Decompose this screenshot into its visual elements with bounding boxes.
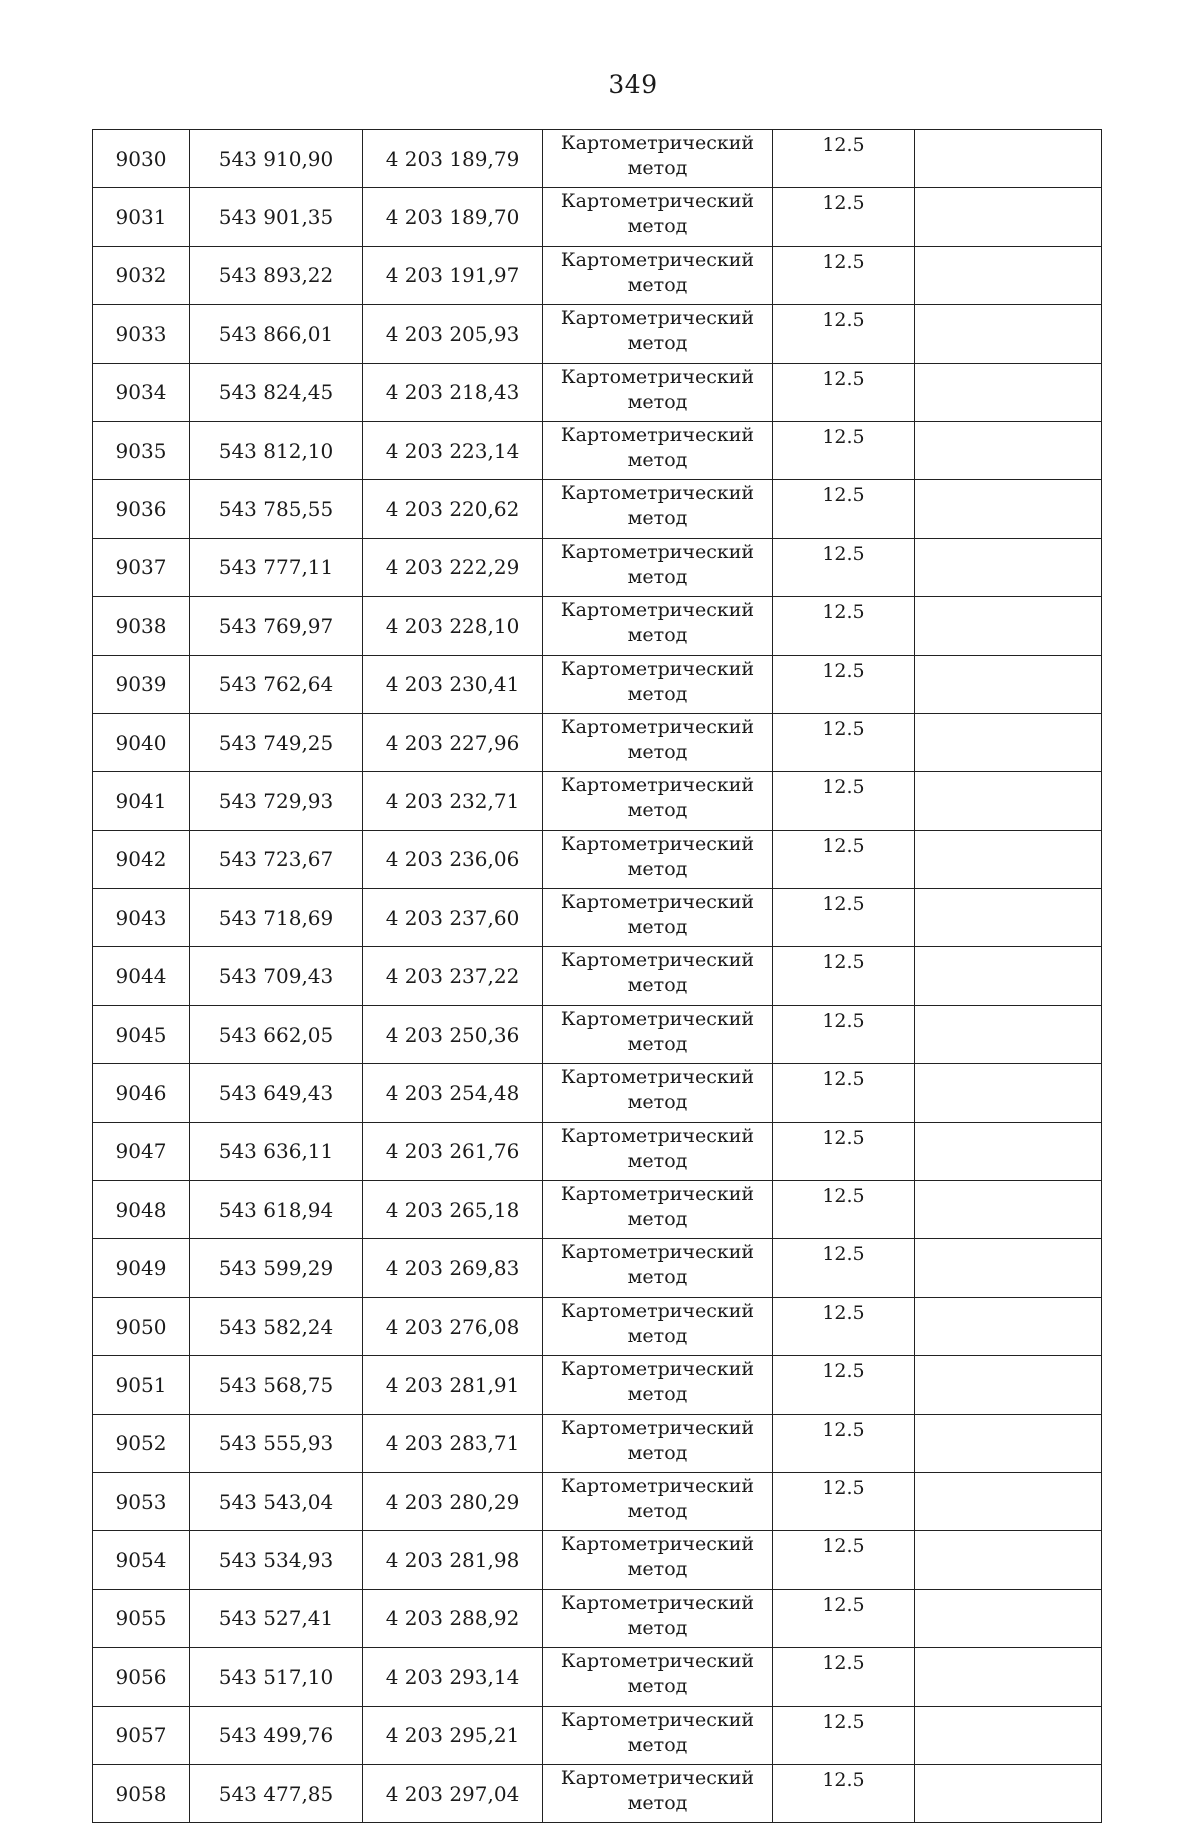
x-coordinate-cell: 543 718,69 [190, 889, 363, 947]
accuracy-cell: 12.5 [773, 1005, 915, 1063]
method-cell: Картометрический метод [543, 1589, 773, 1647]
table-row [93, 655, 1102, 713]
note-cell [915, 1005, 1102, 1063]
table-row [93, 1472, 1102, 1530]
y-coordinate-cell: 4 203 269,83 [363, 1239, 543, 1297]
y-coordinate-cell: 4 203 237,22 [363, 947, 543, 1005]
point-number-cell: 9045 [93, 1005, 190, 1063]
note-cell [915, 421, 1102, 479]
y-coordinate-cell: 4 203 254,48 [363, 1064, 543, 1122]
method-cell: Картометрический метод [543, 830, 773, 888]
table-row [93, 1239, 1102, 1297]
accuracy-cell: 12.5 [773, 188, 915, 246]
note-cell [915, 1589, 1102, 1647]
accuracy-cell: 12.5 [773, 1356, 915, 1414]
note-cell [915, 1297, 1102, 1355]
x-coordinate-cell: 543 910,90 [190, 130, 363, 188]
accuracy-cell: 12.5 [773, 1764, 915, 1822]
accuracy-cell: 12.5 [773, 421, 915, 479]
method-cell: Картометрический метод [543, 947, 773, 1005]
x-coordinate-cell: 543 555,93 [190, 1414, 363, 1472]
note-cell [915, 830, 1102, 888]
y-coordinate-cell: 4 203 189,79 [363, 130, 543, 188]
note-cell [915, 188, 1102, 246]
method-cell: Картометрический метод [543, 1239, 773, 1297]
table-row [93, 188, 1102, 246]
accuracy-cell: 12.5 [773, 130, 915, 188]
x-coordinate-cell: 543 709,43 [190, 947, 363, 1005]
point-number-cell: 9041 [93, 772, 190, 830]
y-coordinate-cell: 4 203 228,10 [363, 597, 543, 655]
x-coordinate-cell: 543 901,35 [190, 188, 363, 246]
table-row [93, 1122, 1102, 1180]
method-cell: Картометрический метод [543, 421, 773, 479]
table-row [93, 1414, 1102, 1472]
accuracy-cell: 12.5 [773, 655, 915, 713]
x-coordinate-cell: 543 777,11 [190, 538, 363, 596]
method-cell: Картометрический метод [543, 538, 773, 596]
point-number-cell: 9053 [93, 1472, 190, 1530]
table-row [93, 1589, 1102, 1647]
y-coordinate-cell: 4 203 205,93 [363, 305, 543, 363]
accuracy-cell: 12.5 [773, 889, 915, 947]
method-cell: Картометрический метод [543, 597, 773, 655]
point-number-cell: 9035 [93, 421, 190, 479]
note-cell [915, 1064, 1102, 1122]
note-cell [915, 597, 1102, 655]
point-number-cell: 9058 [93, 1764, 190, 1822]
y-coordinate-cell: 4 203 236,06 [363, 830, 543, 888]
x-coordinate-cell: 543 543,04 [190, 1472, 363, 1530]
note-cell [915, 1356, 1102, 1414]
point-number-cell: 9037 [93, 538, 190, 596]
y-coordinate-cell: 4 203 250,36 [363, 1005, 543, 1063]
table-row [93, 1531, 1102, 1589]
method-cell: Картометрический метод [543, 1764, 773, 1822]
y-coordinate-cell: 4 203 297,04 [363, 1764, 543, 1822]
y-coordinate-cell: 4 203 232,71 [363, 772, 543, 830]
x-coordinate-cell: 543 893,22 [190, 246, 363, 304]
note-cell [915, 1239, 1102, 1297]
accuracy-cell: 12.5 [773, 1414, 915, 1472]
x-coordinate-cell: 543 477,85 [190, 1764, 363, 1822]
x-coordinate-cell: 543 866,01 [190, 305, 363, 363]
method-cell: Картометрический метод [543, 305, 773, 363]
x-coordinate-cell: 543 599,29 [190, 1239, 363, 1297]
method-cell: Картометрический метод [543, 1181, 773, 1239]
point-number-cell: 9050 [93, 1297, 190, 1355]
point-number-cell: 9054 [93, 1531, 190, 1589]
point-number-cell: 9031 [93, 188, 190, 246]
method-cell: Картометрический метод [543, 1414, 773, 1472]
note-cell [915, 1648, 1102, 1706]
point-number-cell: 9051 [93, 1356, 190, 1414]
note-cell [915, 1414, 1102, 1472]
point-number-cell: 9042 [93, 830, 190, 888]
method-cell: Картометрический метод [543, 713, 773, 771]
y-coordinate-cell: 4 203 218,43 [363, 363, 543, 421]
point-number-cell: 9034 [93, 363, 190, 421]
point-number-cell: 9043 [93, 889, 190, 947]
y-coordinate-cell: 4 203 189,70 [363, 188, 543, 246]
note-cell [915, 655, 1102, 713]
method-cell: Картометрический метод [543, 889, 773, 947]
accuracy-cell: 12.5 [773, 597, 915, 655]
accuracy-cell: 12.5 [773, 1297, 915, 1355]
point-number-cell: 9049 [93, 1239, 190, 1297]
point-number-cell: 9033 [93, 305, 190, 363]
x-coordinate-cell: 543 636,11 [190, 1122, 363, 1180]
table-row [93, 538, 1102, 596]
table-row [93, 830, 1102, 888]
accuracy-cell: 12.5 [773, 1706, 915, 1764]
method-cell: Картометрический метод [543, 188, 773, 246]
method-cell: Картометрический метод [543, 1122, 773, 1180]
y-coordinate-cell: 4 203 237,60 [363, 889, 543, 947]
x-coordinate-cell: 543 812,10 [190, 421, 363, 479]
table-row [93, 947, 1102, 1005]
method-cell: Картометрический метод [543, 480, 773, 538]
x-coordinate-cell: 543 568,75 [190, 1356, 363, 1414]
table-row [93, 421, 1102, 479]
y-coordinate-cell: 4 203 223,14 [363, 421, 543, 479]
note-cell [915, 713, 1102, 771]
table-row [93, 1297, 1102, 1355]
y-coordinate-cell: 4 203 191,97 [363, 246, 543, 304]
y-coordinate-cell: 4 203 288,92 [363, 1589, 543, 1647]
table-row [93, 1356, 1102, 1414]
method-cell: Картометрический метод [543, 363, 773, 421]
y-coordinate-cell: 4 203 281,91 [363, 1356, 543, 1414]
y-coordinate-cell: 4 203 227,96 [363, 713, 543, 771]
y-coordinate-cell: 4 203 276,08 [363, 1297, 543, 1355]
x-coordinate-cell: 543 824,45 [190, 363, 363, 421]
note-cell [915, 363, 1102, 421]
point-number-cell: 9044 [93, 947, 190, 1005]
note-cell [915, 1531, 1102, 1589]
accuracy-cell: 12.5 [773, 947, 915, 1005]
table-row [93, 305, 1102, 363]
x-coordinate-cell: 543 649,43 [190, 1064, 363, 1122]
table-row [93, 1005, 1102, 1063]
y-coordinate-cell: 4 203 230,41 [363, 655, 543, 713]
method-cell: Картометрический метод [543, 1297, 773, 1355]
point-number-cell: 9055 [93, 1589, 190, 1647]
y-coordinate-cell: 4 203 293,14 [363, 1648, 543, 1706]
table-row [93, 772, 1102, 830]
point-number-cell: 9056 [93, 1648, 190, 1706]
table-row [93, 480, 1102, 538]
y-coordinate-cell: 4 203 283,71 [363, 1414, 543, 1472]
accuracy-cell: 12.5 [773, 363, 915, 421]
y-coordinate-cell: 4 203 222,29 [363, 538, 543, 596]
point-number-cell: 9057 [93, 1706, 190, 1764]
accuracy-cell: 12.5 [773, 1472, 915, 1530]
page-number: 349 [608, 70, 658, 99]
note-cell [915, 1472, 1102, 1530]
coordinates-table [92, 129, 1102, 1823]
method-cell: Картометрический метод [543, 655, 773, 713]
note-cell [915, 889, 1102, 947]
method-cell: Картометрический метод [543, 1472, 773, 1530]
x-coordinate-cell: 543 517,10 [190, 1648, 363, 1706]
accuracy-cell: 12.5 [773, 830, 915, 888]
x-coordinate-cell: 543 618,94 [190, 1181, 363, 1239]
x-coordinate-cell: 543 499,76 [190, 1706, 363, 1764]
table-row [93, 1706, 1102, 1764]
point-number-cell: 9038 [93, 597, 190, 655]
x-coordinate-cell: 543 749,25 [190, 713, 363, 771]
accuracy-cell: 12.5 [773, 1122, 915, 1180]
table-row [93, 597, 1102, 655]
accuracy-cell: 12.5 [773, 1064, 915, 1122]
note-cell [915, 1706, 1102, 1764]
x-coordinate-cell: 543 534,93 [190, 1531, 363, 1589]
x-coordinate-cell: 543 582,24 [190, 1297, 363, 1355]
point-number-cell: 9036 [93, 480, 190, 538]
accuracy-cell: 12.5 [773, 305, 915, 363]
method-cell: Картометрический метод [543, 1648, 773, 1706]
table-row [93, 713, 1102, 771]
table-row [93, 246, 1102, 304]
x-coordinate-cell: 543 723,67 [190, 830, 363, 888]
table-row [93, 1764, 1102, 1822]
table-row [93, 889, 1102, 947]
x-coordinate-cell: 543 769,97 [190, 597, 363, 655]
accuracy-cell: 12.5 [773, 1589, 915, 1647]
accuracy-cell: 12.5 [773, 713, 915, 771]
accuracy-cell: 12.5 [773, 772, 915, 830]
table-row [93, 363, 1102, 421]
note-cell [915, 305, 1102, 363]
x-coordinate-cell: 543 662,05 [190, 1005, 363, 1063]
method-cell: Картометрический метод [543, 1005, 773, 1063]
x-coordinate-cell: 543 527,41 [190, 1589, 363, 1647]
point-number-cell: 9048 [93, 1181, 190, 1239]
coordinates-table-body [93, 130, 1102, 1823]
method-cell: Картометрический метод [543, 1706, 773, 1764]
x-coordinate-cell: 543 729,93 [190, 772, 363, 830]
method-cell: Картометрический метод [543, 246, 773, 304]
point-number-cell: 9040 [93, 713, 190, 771]
method-cell: Картометрический метод [543, 130, 773, 188]
y-coordinate-cell: 4 203 280,29 [363, 1472, 543, 1530]
note-cell [915, 1122, 1102, 1180]
table-row [93, 1648, 1102, 1706]
method-cell: Картометрический метод [543, 1531, 773, 1589]
accuracy-cell: 12.5 [773, 1239, 915, 1297]
table-row [93, 1181, 1102, 1239]
y-coordinate-cell: 4 203 220,62 [363, 480, 543, 538]
table-row [93, 130, 1102, 188]
note-cell [915, 538, 1102, 596]
x-coordinate-cell: 543 762,64 [190, 655, 363, 713]
accuracy-cell: 12.5 [773, 246, 915, 304]
note-cell [915, 1764, 1102, 1822]
note-cell [915, 480, 1102, 538]
method-cell: Картометрический метод [543, 772, 773, 830]
point-number-cell: 9052 [93, 1414, 190, 1472]
note-cell [915, 130, 1102, 188]
note-cell [915, 772, 1102, 830]
point-number-cell: 9032 [93, 246, 190, 304]
accuracy-cell: 12.5 [773, 538, 915, 596]
y-coordinate-cell: 4 203 295,21 [363, 1706, 543, 1764]
accuracy-cell: 12.5 [773, 1648, 915, 1706]
point-number-cell: 9047 [93, 1122, 190, 1180]
y-coordinate-cell: 4 203 265,18 [363, 1181, 543, 1239]
point-number-cell: 9046 [93, 1064, 190, 1122]
table-row [93, 1064, 1102, 1122]
point-number-cell: 9039 [93, 655, 190, 713]
y-coordinate-cell: 4 203 261,76 [363, 1122, 543, 1180]
point-number-cell: 9030 [93, 130, 190, 188]
method-cell: Картометрический метод [543, 1356, 773, 1414]
note-cell [915, 947, 1102, 1005]
x-coordinate-cell: 543 785,55 [190, 480, 363, 538]
method-cell: Картометрический метод [543, 1064, 773, 1122]
accuracy-cell: 12.5 [773, 1181, 915, 1239]
y-coordinate-cell: 4 203 281,98 [363, 1531, 543, 1589]
accuracy-cell: 12.5 [773, 480, 915, 538]
note-cell [915, 246, 1102, 304]
note-cell [915, 1181, 1102, 1239]
accuracy-cell: 12.5 [773, 1531, 915, 1589]
